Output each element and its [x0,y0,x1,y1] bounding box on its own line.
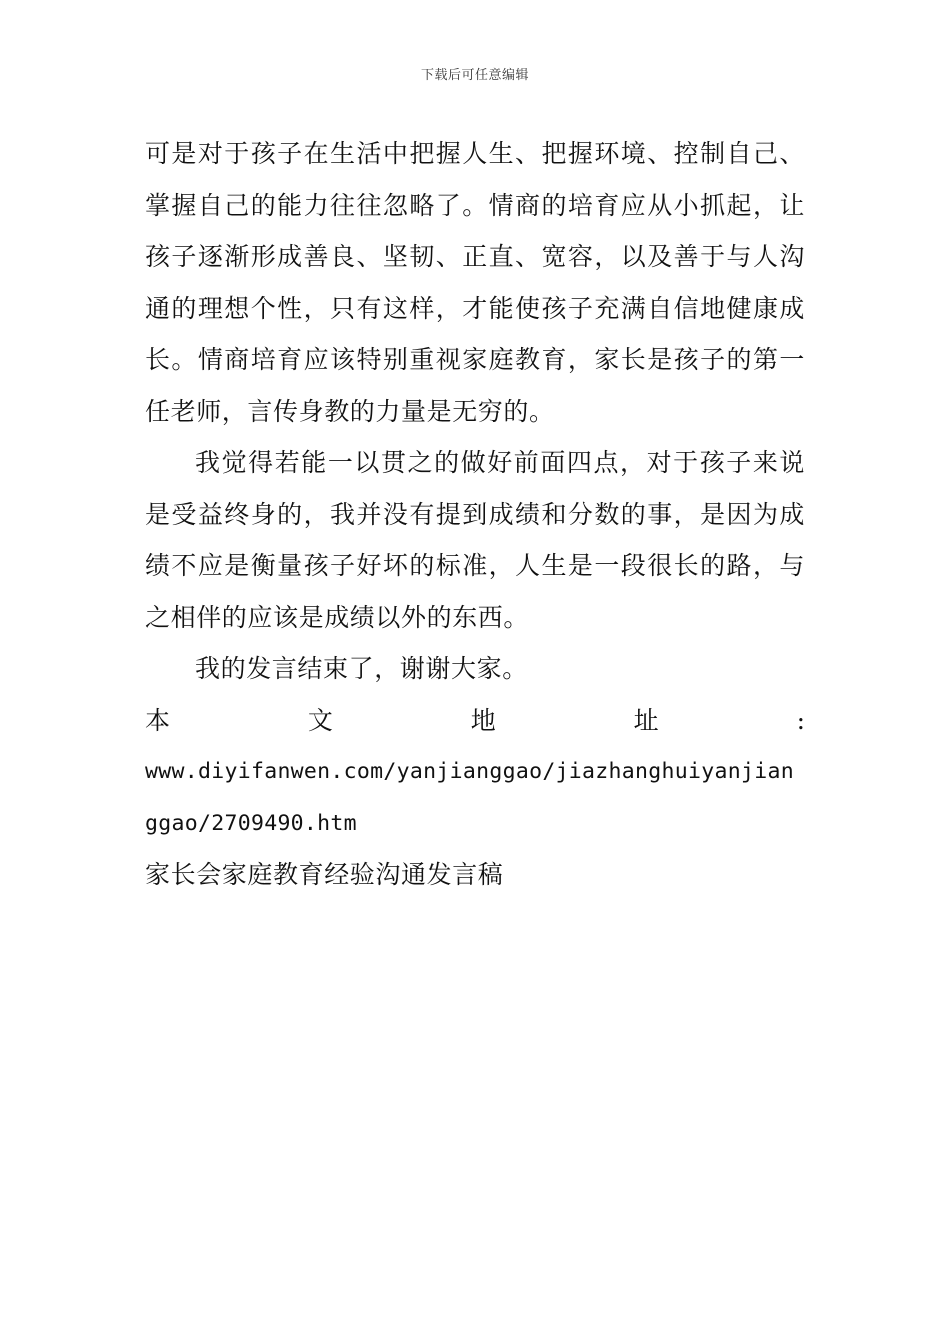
source-url: www.diyifanwen.com/yanjianggao/jiazhanghuiyanjianggao/2709490.htm [145,759,794,836]
source-label-char: 文 [307,705,333,735]
paragraph-3: 我的发言结束了，谢谢大家。 [195,654,528,683]
source-label-char: : [796,705,805,735]
source-label-char: 址 [633,705,659,735]
paragraph-2: 我觉得若能一以贯之的做好前面四点，对于孩子来说是受益终身的，我并没有提到成绩和分数的事，是因为成绩不应是衡量孩子好坏的标准，人生是一段很长的路，与之相伴的应该是成绩以外的东西。 [145,448,805,632]
source-label-char: 地 [470,705,496,735]
source-address-label [145,695,805,747]
document-title: 家长会家庭教育经验沟通发言稿 [145,860,504,889]
page-header-note: 下载后可任意编辑 [420,68,529,83]
paragraph-1: 可是对于孩子在生活中把握人生、把握环境、控制自己、掌握自己的能力往往忽略了。情商的培育应从小抓起，让孩子逐渐形成善良、坚韧、正直、宽容，以及善于与人沟通的理想个性，只有这样，才能使孩子充满自信地健康成长。情商培育应该特别重视家庭教育，家长是孩子的第一任老师，言传身教的力量是无穷的。 [145,139,805,426]
source-label-char: 本 [145,705,171,735]
document-body [145,128,805,901]
